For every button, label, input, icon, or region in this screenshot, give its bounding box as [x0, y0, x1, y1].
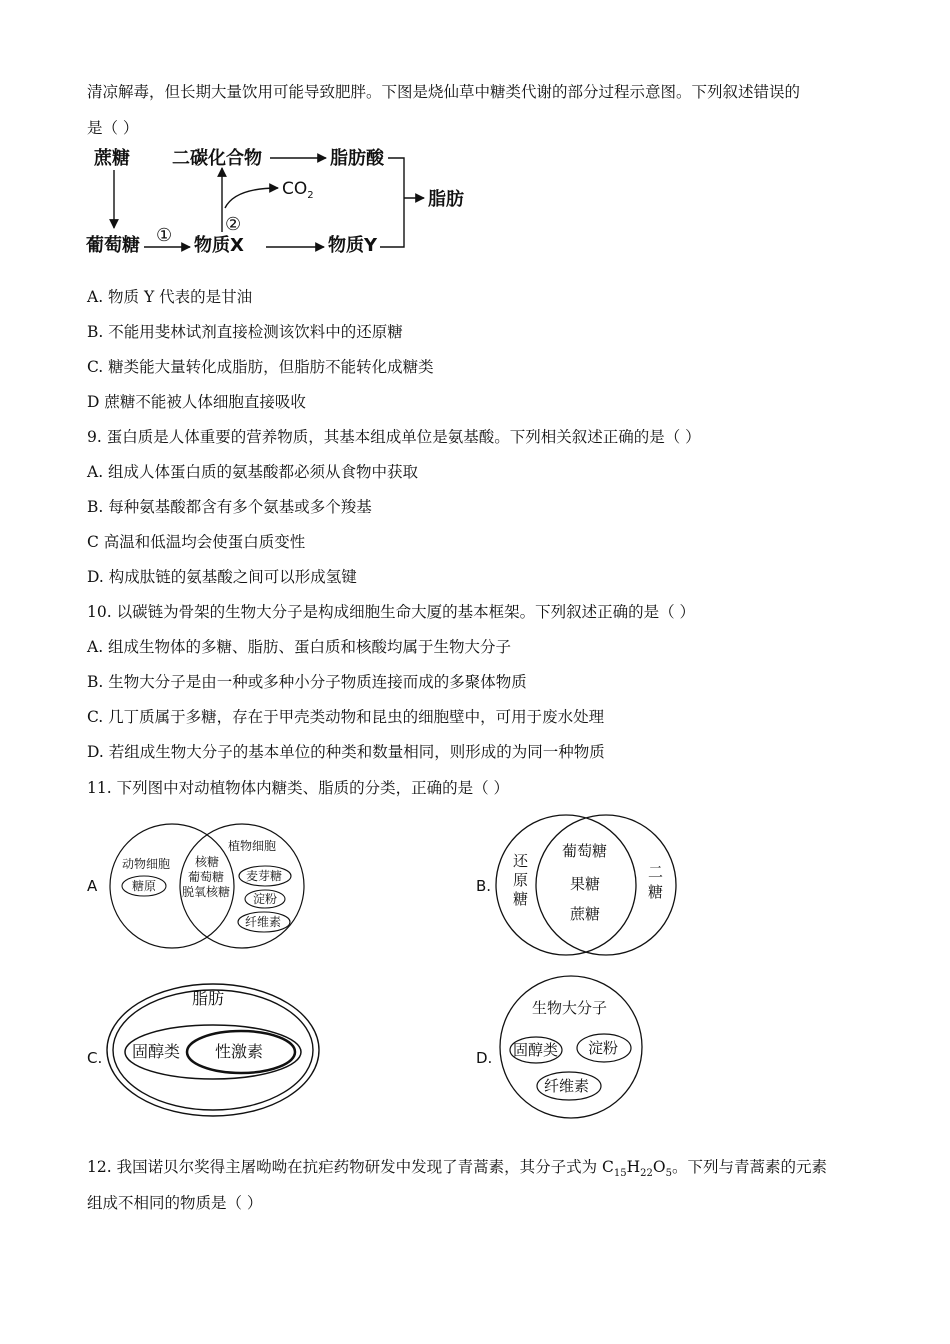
c-sex-hormone: 性激素: [215, 1042, 264, 1061]
d-cellulose: 纤维素: [544, 1077, 590, 1095]
label-b: B.: [476, 877, 492, 895]
q9-stem: 9. 蛋白质是人体重要的营养物质，其基本组成单位是氨基酸。下列相关叙述正确的是（ ）: [87, 428, 701, 446]
cellulose-label: 纤维素: [245, 915, 282, 929]
q9-option-a: A. 组成人体蛋白质的氨基酸都必须从食物中获取: [87, 463, 419, 481]
d-sterol: 固醇类: [513, 1041, 559, 1059]
reducing-char-2: 原: [513, 871, 529, 889]
q10-option-d: D. 若组成生物大分子的基本单位的种类和数量相同，则形成的为同一种物质: [87, 743, 605, 761]
d-starch: 淀粉: [588, 1039, 619, 1057]
q8-stem-line1: 清凉解毒，但长期大量饮用可能导致肥胖。下图是烧仙草中糖类代谢的部分过程示意图。下列叙述错误的: [87, 83, 801, 101]
c-sterol: 固醇类: [132, 1042, 181, 1061]
q12-stem-line1: 12. 我国诺贝尔奖得主屠呦呦在抗疟药物研发中发现了青蒿素，其分子式为 $C_{15}H_{22}O_5$。下列与青蒿素的元素: [87, 1158, 827, 1180]
b-glucose: 葡萄糖: [562, 842, 608, 860]
q8-option-c: C. 糖类能大量转化成脂肪，但脂肪不能转化成糖类: [87, 358, 434, 376]
q9-option-d: D. 构成肽链的氨基酸之间可以形成氢键: [87, 568, 357, 586]
q12-stem-line2: 组成不相同的物质是（ ）: [87, 1194, 263, 1212]
q10-option-a: A. 组成生物体的多糖、脂肪、蛋白质和核酸均属于生物大分子: [87, 638, 512, 656]
q10-option-c: C. 几丁质属于多糖，存在于甲壳类动物和昆虫的细胞壁中，可用于废水处理: [87, 708, 605, 726]
q8-option-d: D 蔗糖不能被人体细胞直接吸收: [87, 393, 306, 411]
d-macromolecule: 生物大分子: [532, 999, 608, 1017]
label-c: C.: [87, 1049, 103, 1067]
flow-step2: ②: [225, 214, 242, 235]
reducing-char-3: 糖: [513, 890, 529, 908]
c-fat: 脂肪: [192, 989, 225, 1008]
glucose-label: 葡萄糖: [188, 870, 225, 884]
glycogen-label: 糖原: [132, 879, 157, 893]
animal-cell-label: 动物细胞: [122, 857, 171, 871]
q11-diagram-b: [470, 805, 685, 965]
flow-step1: ①: [156, 225, 173, 246]
disaccharide-char-2: 糖: [648, 883, 664, 901]
sugar-metabolism-diagram: [80, 140, 500, 265]
x-to-co2-arrow: [225, 188, 278, 208]
q11-diagram-c: [80, 975, 340, 1125]
label-a: A: [87, 877, 98, 895]
flow-co2: $CO_2$: [282, 179, 314, 201]
b-sucrose: 蔗糖: [570, 905, 601, 923]
ribose-label: 核糖: [195, 855, 220, 869]
flow-glucose: 葡萄糖: [86, 235, 140, 256]
flow-fatty-acid: 脂肪酸: [330, 148, 384, 169]
merge-bracket: [380, 158, 404, 247]
q9-option-b: B. 每种氨基酸都含有多个氨基或多个羧基: [87, 498, 372, 516]
flow-sucrose: 蔗糖: [94, 148, 130, 169]
q11-stem: 11. 下列图中对动植物体内糖类、脂质的分类，正确的是（ ）: [87, 779, 510, 797]
flow-two-carbon: 二碳化合物: [172, 148, 262, 169]
flow-fat: 脂肪: [428, 189, 464, 210]
disaccharide-char-1: 二: [648, 863, 664, 881]
q11-diagram-a: [80, 820, 320, 955]
q8-stem-line2: 是（ ）: [87, 119, 139, 137]
q8-option-a: A. 物质 Y 代表的是甘油: [87, 288, 253, 306]
maltose-label: 麦芽糖: [246, 869, 283, 883]
q10-option-b: B. 生物大分子是由一种或多种小分子物质连接而成的多聚体物质: [87, 673, 527, 691]
b-fructose: 果糖: [570, 875, 601, 893]
deoxyribose-label: 脱氧核糖: [182, 885, 231, 899]
q11-diagram-d: [470, 975, 660, 1125]
q9-option-c: C 高温和低温均会使蛋白质变性: [87, 533, 306, 551]
reducing-char-1: 还: [513, 852, 529, 870]
plant-cell-label: 植物细胞: [228, 839, 277, 853]
starch-label: 淀粉: [253, 892, 278, 906]
flow-substance-x: 物质X: [194, 235, 244, 256]
q10-stem: 10. 以碳链为骨架的生物大分子是构成细胞生命大厦的基本框架。下列叙述正确的是（ ）: [87, 603, 696, 621]
label-d: D.: [476, 1049, 493, 1067]
q8-option-b: B. 不能用斐林试剂直接检测该饮料中的还原糖: [87, 323, 403, 341]
flow-substance-y: 物质Y: [328, 235, 378, 256]
